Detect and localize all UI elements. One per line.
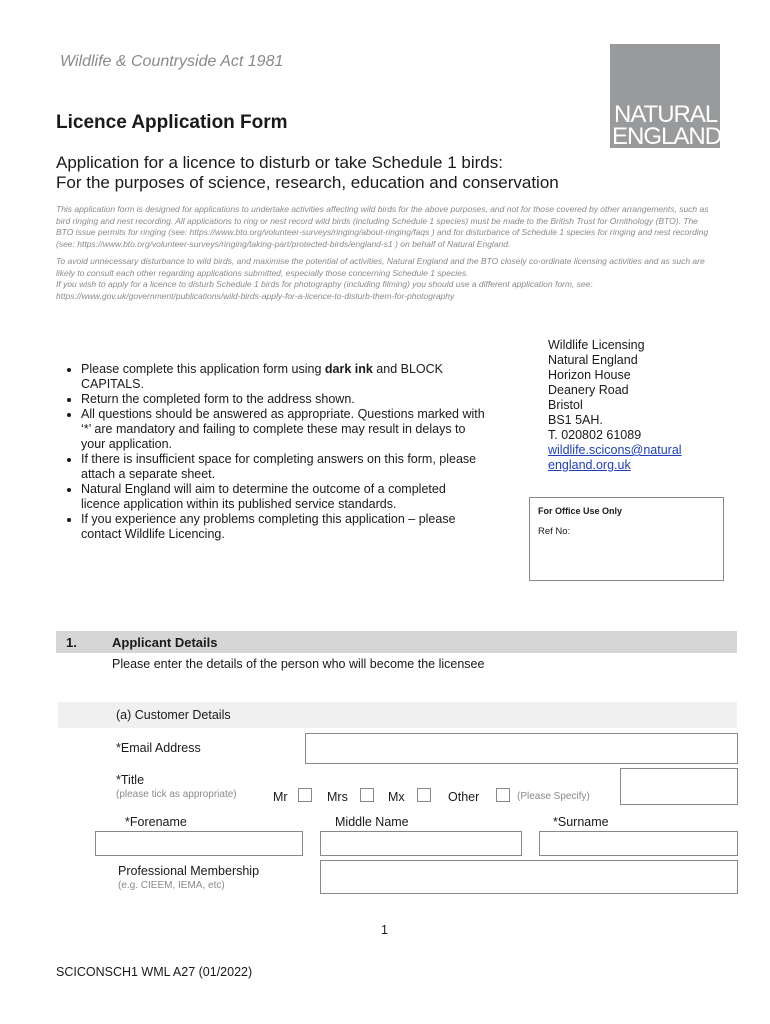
section-number: 1. xyxy=(66,635,77,650)
phone-number: T. 020802 61089 xyxy=(548,428,642,442)
instruction-text: and BLOCK CAPITALS. xyxy=(81,362,444,391)
logo-line-2: ENGLAND xyxy=(612,123,722,150)
instructions-list xyxy=(56,362,486,542)
instruction-item: • All questions should be answered as appropriate. Questions marked with ‘*’ are mandatory and failing to complete these may result in delays to your application. xyxy=(81,407,486,452)
membership-label: Professional Membership xyxy=(118,864,260,878)
forename-field[interactable] xyxy=(95,831,303,856)
instruction-item xyxy=(81,362,486,392)
membership-field[interactable] xyxy=(320,860,738,894)
intro-text xyxy=(56,204,716,302)
logo-line-1: NATURAL xyxy=(614,101,718,128)
subsection-title: (a) Customer Details xyxy=(116,708,231,722)
intro-paragraph-3: If you wish to apply for a licence to disturb Schedule 1 birds for photography (including filming) you should use a different application form, see: https://www.gov.uk/government/publications/wild-birds-apply-for-a-licence-to-disturb-them-for-photography xyxy=(56,279,593,301)
office-use-title: For Office Use Only xyxy=(538,506,623,516)
instruction-item: • Natural England will aim to determine the outcome of a completed licence application within its published service standards. xyxy=(81,482,486,512)
surname-label: *Surname xyxy=(553,815,609,829)
intro-paragraph-2: To avoid unnecessary disturbance to wild birds, and maximise the potential of activities, Natural England and the BTO closely co-ordinate licensing activities and as such are likely to consult each other regarding applications submitted, especially those concerning Schedule 1 species. xyxy=(56,256,705,278)
address-line: Bristol xyxy=(548,398,583,412)
section-title: Applicant Details xyxy=(112,635,218,650)
address-line: Wildlife Licensing xyxy=(548,338,645,352)
address-line: Deanery Road xyxy=(548,383,629,397)
postal-address xyxy=(548,338,682,473)
mr-checkbox[interactable] xyxy=(298,788,312,802)
email-link-line-2[interactable]: england.org.uk xyxy=(548,458,631,472)
title-label: *Title xyxy=(116,773,145,787)
middle-name-field[interactable] xyxy=(320,831,522,856)
mx-checkbox[interactable] xyxy=(417,788,431,802)
intro-paragraph-1: This application form is designed for applications to undertake activities affecting wild birds for the above purposes, and not for those covered by other arrangements, such as bird ringing and nest recording. All applications to ring or nest record wild birds (including Schedule 1 species) must be made to the British Trust for Ornithology (BTO). The BTO issue permits for ringing (see: https://www.bto.org/volunteer-surveys/ringing/about-ringing/faqs ) and for disturbance of Schedule 1 species for ringing and nest recording (see: https://www.bto.org/volunteer-surveys/ringing/taking-part/protected-birds/england-s1 ) on behalf of Natural England. xyxy=(56,204,709,249)
middle-name-label: Middle Name xyxy=(335,815,409,829)
forename-label: *Forename xyxy=(125,815,187,829)
option-other-label: Other xyxy=(448,790,480,804)
form-title: Licence Application Form xyxy=(56,112,288,133)
mrs-checkbox[interactable] xyxy=(360,788,374,802)
form-code: SCICONSCH1 WML A27 (01/2022) xyxy=(56,965,253,979)
option-mr-label: Mr xyxy=(273,790,288,804)
form-subtitle xyxy=(56,153,656,193)
specify-hint: (Please Specify) xyxy=(517,791,590,802)
title-hint: (please tick as appropriate) xyxy=(116,789,237,800)
title-specify-field[interactable] xyxy=(620,768,738,805)
address-line: Natural England xyxy=(548,353,638,367)
address-line: BS1 5AH. xyxy=(548,413,603,427)
option-mrs-label: Mrs xyxy=(327,790,348,804)
act-title: Wildlife & Countryside Act 1981 xyxy=(60,53,284,70)
page-number: 1 xyxy=(381,923,388,937)
instruction-emphasis: dark ink xyxy=(324,362,373,376)
office-use-box xyxy=(529,497,724,581)
instruction-item: • If there is insufficient space for completing answers on this form, please attach a separate sheet. xyxy=(81,452,486,482)
instruction-item: • If you experience any problems completing this application – please contact Wildlife Licencing. xyxy=(81,512,486,542)
option-mx-label: Mx xyxy=(388,790,405,804)
address-line: Horizon House xyxy=(548,368,631,382)
email-field[interactable] xyxy=(305,733,738,764)
natural-england-logo xyxy=(610,44,720,148)
subtitle-line-1: Application for a licence to disturb or take Schedule 1 birds: xyxy=(56,153,503,172)
instruction-item: • Return the completed form to the address shown. xyxy=(81,392,486,407)
section-description: Please enter the details of the person who will become the licensee xyxy=(112,657,485,671)
ref-no-label: Ref No: xyxy=(538,526,571,537)
email-label: *Email Address xyxy=(116,741,201,755)
subtitle-line-2: For the purposes of science, research, education and conservation xyxy=(56,173,559,192)
email-link-line-1[interactable]: wildlife.scicons@natural xyxy=(548,443,682,457)
other-checkbox[interactable] xyxy=(496,788,510,802)
membership-hint: (e.g. CIEEM, IEMA, etc) xyxy=(118,880,225,891)
instruction-text: Please complete this application form using xyxy=(81,362,325,376)
surname-field[interactable] xyxy=(539,831,738,856)
